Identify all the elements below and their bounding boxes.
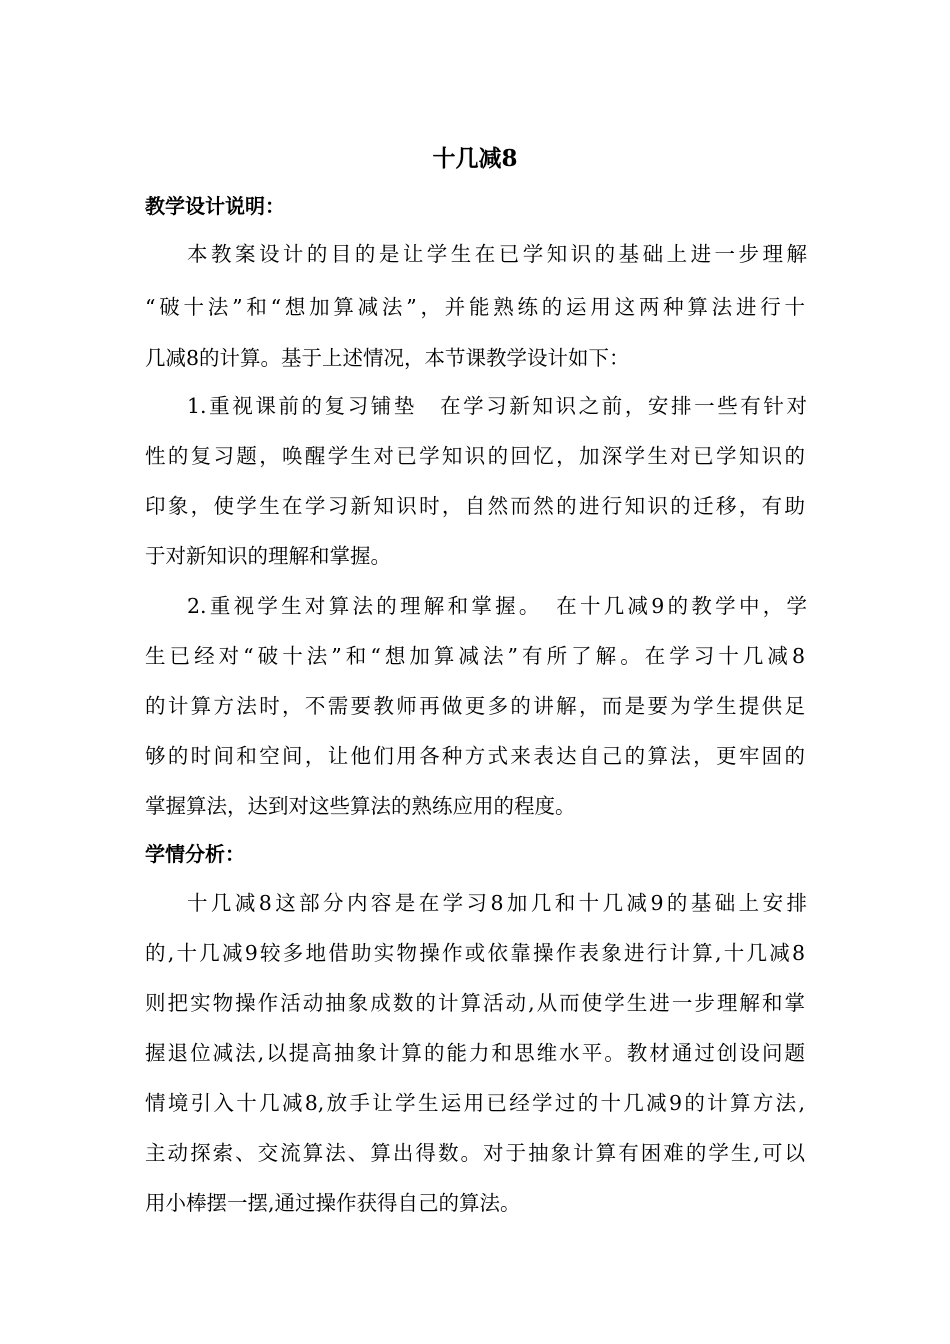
paragraph-line: 情境引入十几减8,放手让学生运用已经学过的十几减9的计算方法,: [145, 1091, 805, 1115]
paragraph-line: 主动探索、交流算法、算出得数。对于抽象计算有困难的学生,可以: [145, 1141, 805, 1165]
paragraph-line: 的,十几减9较多地借助实物操作或依靠操作表象进行计算,十几减8: [145, 941, 805, 965]
paragraph-line: 握退位减法,以提高抽象计算的能力和思维水平。教材通过创设问题: [145, 1041, 805, 1065]
paragraph-line: 的计算方法时，不需要教师再做更多的讲解，而是要为学生提供足: [145, 694, 805, 718]
paragraph-line: 生已经对“破十法”和“想加算减法”有所了解。在学习十几减8: [145, 644, 805, 668]
paragraph-line: 则把实物操作活动抽象成数的计算活动,从而使学生进一步理解和掌: [145, 991, 805, 1015]
paragraph-line: 几减8的计算。基于上述情况，本节课教学设计如下：: [145, 346, 630, 370]
paragraph-line: 十几减8这部分内容是在学习8加几和十几减9的基础上安排: [187, 891, 807, 915]
document-title: 十几减8: [432, 145, 518, 172]
paragraph-line: 够的时间和空间，让他们用各种方式来表达自己的算法，更牢固的: [145, 744, 805, 768]
paragraph-line: 2.重视学生对算法的理解和掌握。 在十几减9的教学中，学: [187, 594, 807, 618]
paragraph-line: 印象，使学生在学习新知识时，自然而然的进行知识的迁移，有助: [145, 494, 805, 518]
section-heading-design: 教学设计说明：: [145, 194, 285, 218]
paragraph-line: 于对新知识的理解和掌握。: [145, 544, 391, 568]
paragraph-line: “破十法”和“想加算减法”，并能熟练的运用这两种算法进行十: [145, 295, 805, 319]
paragraph-line: 本教案设计的目的是让学生在已学知识的基础上进一步理解: [187, 242, 807, 266]
paragraph-line: 性的复习题，唤醒学生对已学知识的回忆，加深学生对已学知识的: [145, 444, 805, 468]
paragraph-line: 用小棒摆一摆,通过操作获得自己的算法。: [145, 1191, 521, 1215]
paragraph-line: 1.重视课前的复习铺垫 在学习新知识之前，安排一些有针对: [187, 394, 807, 418]
section-heading-analysis: 学情分析：: [145, 842, 245, 866]
paragraph-line: 掌握算法，达到对这些算法的熟练应用的程度。: [145, 794, 576, 818]
